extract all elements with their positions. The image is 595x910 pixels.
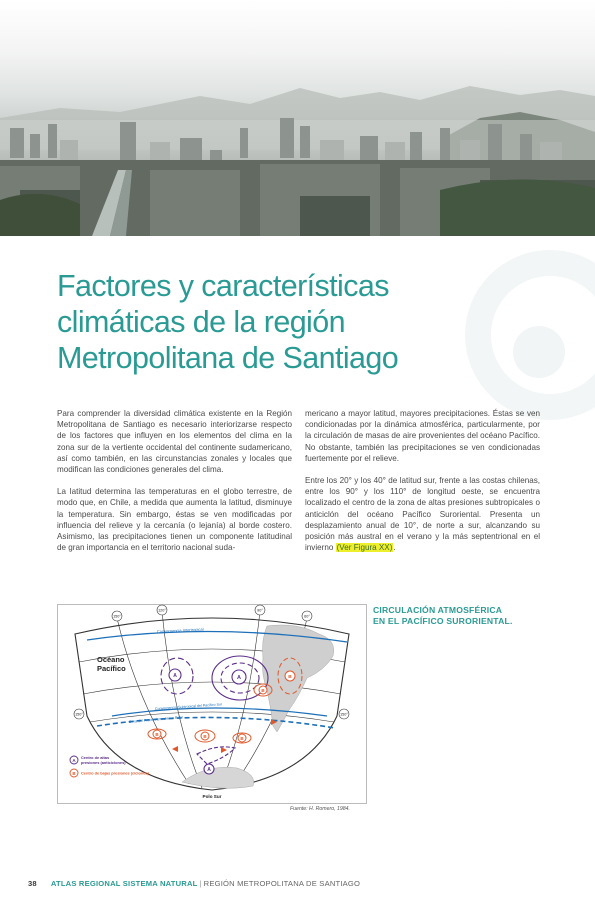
paragraph: La latitud determina las temperaturas en el globo terrestre, de modo que, en Chile, a medida que aumenta la latitud, disminuye la temperatura. Sin embargo, éstas se ven modificadas por influencia del relieve y la cercanía (o lejanía) al borde costero. Asimismo, las precipitaciones tienen un componente latitudinal de gran importancia en el territorio nacional suda- [57, 487, 292, 553]
footer-separator: | [199, 879, 202, 888]
figure-source: Fuente: H. Romero, 1984. [290, 806, 350, 812]
page-footer [28, 879, 360, 888]
paragraph: mericano a mayor latitud, mayores precipitaciones. Éstas se ven condicionadas por la dinámica atmosférica, particularmente, por la circulación de masas de aire provenientes del océano Pacífico. No obstante, también las precipitaciones se ven condicionadas fuertemente por el relieve. [305, 409, 540, 463]
low-symbol: B [155, 732, 159, 737]
paragraph-text: Entre los 20° y los 40° de latitud sur, frente a las costas chilenas, entre los 90° y los 110° de longitud oeste, se encuentra localizado el centro de la zona de altas presiones subtropicales o anticiclón del océano Pacífico Suroriental. Presenta un desplazamiento anual de 10°, de norte a sur, alcanzando su posición más austral en el verano y la más septentrional en el invierno [305, 476, 540, 553]
itcz-label: Convergencia Intertropical [156, 626, 204, 634]
lon-label: 60° [304, 614, 310, 619]
south-pole-label: Polo Sur [202, 794, 222, 799]
legend-low-label: Centro de bajas presiones (ciclones) [81, 770, 149, 776]
ocean-label: Océano [97, 655, 125, 664]
text-column-left [57, 408, 292, 564]
title-line-2: climáticas de la región [57, 305, 345, 339]
low-symbol: B [240, 736, 244, 741]
decorative-dot [513, 326, 565, 378]
legend-high-symbol: A [72, 757, 76, 763]
paragraph [305, 475, 540, 553]
polar-front-label: Zona del Frente Atmosférico Polar [128, 715, 184, 724]
ocean-label: Pacífico [97, 664, 126, 673]
figure-reference-link[interactable]: (Ver Figura XX) [336, 543, 393, 553]
title-line-3: Metropolitana de Santiago [57, 341, 399, 375]
footer-region: REGIÓN METROPOLITANA DE SANTIAGO [203, 879, 361, 888]
city-skyline-photo [0, 0, 595, 236]
high-symbol: A [237, 675, 241, 681]
header-photo [0, 0, 595, 236]
lon-label: 150° [113, 614, 121, 619]
figure-title-line: CIRCULACIÓN ATMOSFÉRICA [373, 605, 503, 615]
lat-label: 150° [75, 712, 83, 717]
page-title [57, 268, 477, 376]
low-symbol: B [288, 675, 292, 680]
subtropical-label: Convergencia Subtropical del Pacífico Sur [154, 702, 223, 711]
circulation-map-figure [57, 604, 367, 804]
footer-atlas: ATLAS REGIONAL SISTEMA NATURAL [50, 879, 198, 888]
circulation-map [57, 604, 367, 804]
legend-high-label: Centro de altas [81, 755, 110, 760]
legend-low-symbol: B [72, 770, 76, 776]
paragraph: Para comprender la diversidad climática existente en la Región Metropolitana de Santiago es necesario interiorizarse respecto de los factores que influyen en los elementos del clima en la zona sur de la vertiente occidental del continente sudamericano, así como también, en las circunstancias zonales y locales que modifican las condiciones generales del clima. [57, 409, 292, 475]
high-symbol: A [207, 767, 211, 773]
page-number: 38 [28, 879, 37, 888]
paragraph-end: . [393, 543, 396, 553]
title-line-1: Factores y características [57, 269, 389, 303]
figure-title [373, 605, 543, 627]
lat-label: 150° [340, 712, 348, 717]
low-symbol: B [261, 688, 265, 693]
low-symbol: B [203, 734, 207, 739]
legend-high-label: presiones (anticiclones) [81, 760, 126, 765]
text-column-right [305, 408, 540, 564]
figure-title-line: EN EL PACÍFICO SURORIENTAL. [373, 616, 513, 626]
high-symbol: A [173, 673, 177, 679]
lon-label: 120° [158, 608, 166, 613]
lon-label: 90° [257, 608, 263, 613]
